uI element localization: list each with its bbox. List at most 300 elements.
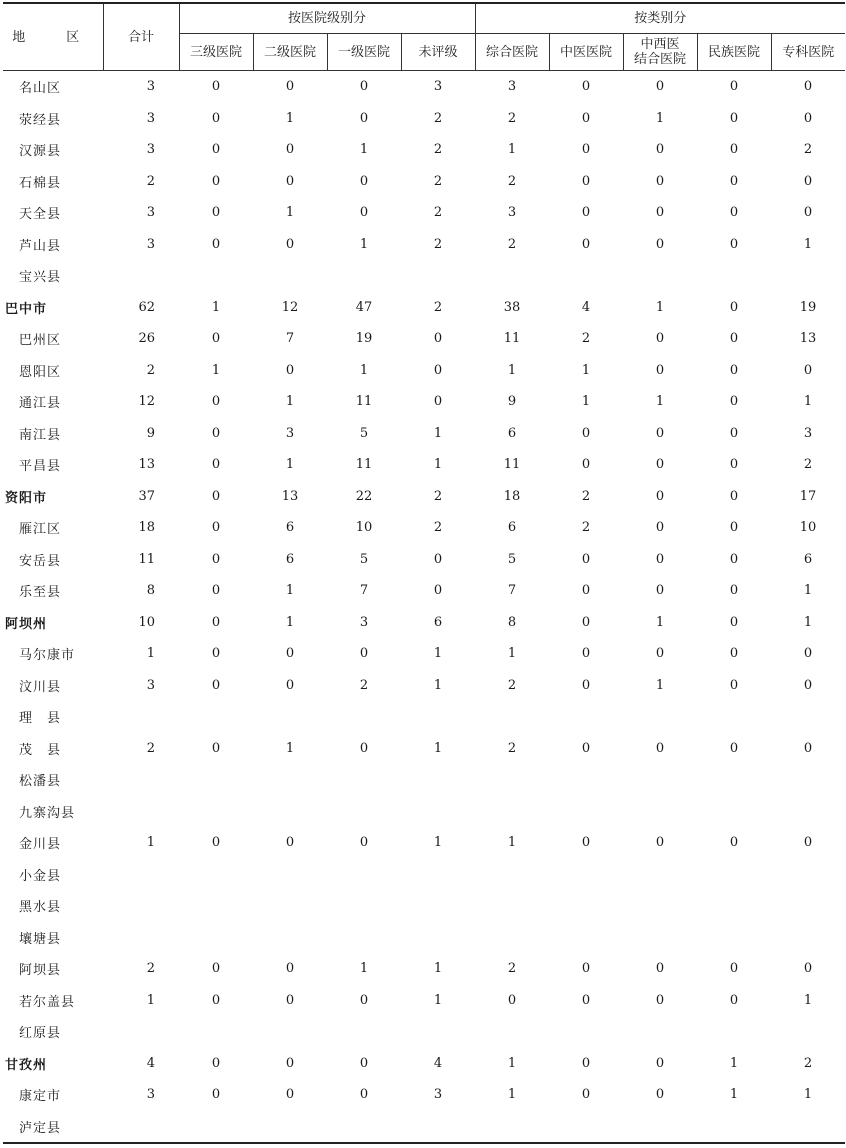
region-cell: 阿坝州 bbox=[5, 616, 48, 632]
region-cell: 宝兴县 bbox=[19, 270, 62, 286]
header-type-general: 综合医院 bbox=[475, 34, 549, 71]
cell-tertiary: 0 bbox=[211, 331, 221, 347]
cell-general: 2 bbox=[507, 110, 517, 126]
cell-integrated: 0 bbox=[655, 205, 665, 221]
region-cell: 芦山县 bbox=[19, 238, 62, 254]
cell-primary bbox=[327, 922, 401, 954]
cell-specialty: 3 bbox=[803, 425, 813, 441]
cell-secondary: 0 bbox=[285, 1055, 295, 1071]
cell-integrated: 0 bbox=[655, 740, 665, 756]
cell-total bbox=[103, 796, 179, 828]
cell-tertiary bbox=[179, 1111, 253, 1144]
cell-secondary: 7 bbox=[285, 331, 295, 347]
cell-primary: 0 bbox=[359, 205, 369, 221]
cell-secondary: 0 bbox=[285, 142, 295, 158]
cell-general: 3 bbox=[507, 79, 517, 95]
cell-integrated bbox=[623, 796, 697, 828]
region-cell: 马尔康市 bbox=[19, 648, 76, 664]
cell-specialty: 17 bbox=[799, 488, 817, 504]
cell-secondary: 0 bbox=[285, 677, 295, 693]
cell-secondary: 6 bbox=[285, 551, 295, 567]
cell-tertiary: 0 bbox=[211, 1087, 221, 1103]
header-type-tcm: 中医医院 bbox=[549, 34, 623, 71]
cell-tcm: 0 bbox=[581, 646, 591, 662]
cell-integrated bbox=[623, 701, 697, 733]
table-row bbox=[3, 134, 845, 166]
cell-general: 6 bbox=[507, 425, 517, 441]
cell-general: 5 bbox=[507, 551, 517, 567]
cell-specialty: 0 bbox=[803, 961, 813, 977]
region-cell: 康定市 bbox=[19, 1089, 62, 1105]
cell-tcm bbox=[549, 260, 623, 292]
cell-ethnic bbox=[697, 260, 771, 292]
cell-tertiary: 0 bbox=[211, 79, 221, 95]
cell-secondary: 1 bbox=[285, 394, 295, 410]
cell-integrated bbox=[623, 764, 697, 796]
cell-integrated: 0 bbox=[655, 457, 665, 473]
region-cell: 甘孜州 bbox=[5, 1057, 48, 1073]
cell-specialty: 10 bbox=[799, 520, 817, 536]
cell-total: 11 bbox=[138, 551, 155, 567]
cell-unrated: 1 bbox=[433, 425, 443, 441]
table-row bbox=[3, 922, 845, 954]
cell-total bbox=[103, 859, 179, 891]
cell-tcm bbox=[549, 922, 623, 954]
cell-total: 8 bbox=[146, 583, 155, 599]
table-row bbox=[3, 890, 845, 922]
cell-tcm: 4 bbox=[581, 299, 591, 315]
region-cell: 泸定县 bbox=[3, 1111, 103, 1144]
table-row bbox=[3, 512, 845, 544]
cell-unrated bbox=[401, 1111, 475, 1144]
region-cell: 小金县 bbox=[19, 868, 62, 884]
cell-ethnic: 0 bbox=[729, 992, 739, 1008]
cell-ethnic: 0 bbox=[729, 236, 739, 252]
cell-unrated bbox=[401, 260, 475, 292]
cell-tcm: 0 bbox=[581, 551, 591, 567]
cell-tcm bbox=[549, 859, 623, 891]
cell-ethnic: 1 bbox=[729, 1055, 739, 1071]
cell-unrated: 2 bbox=[433, 236, 443, 252]
cell-general: 1 bbox=[507, 646, 517, 662]
cell-integrated: 0 bbox=[655, 79, 665, 95]
cell-specialty bbox=[771, 859, 845, 891]
cell-primary: 5 bbox=[359, 551, 369, 567]
cell-total bbox=[103, 701, 179, 733]
cell-ethnic bbox=[697, 1016, 771, 1048]
cell-secondary bbox=[253, 701, 327, 733]
cell-tertiary bbox=[179, 701, 253, 733]
table-row bbox=[3, 953, 845, 985]
cell-general: 2 bbox=[507, 173, 517, 189]
cell-ethnic: 0 bbox=[729, 457, 739, 473]
cell-primary: 2 bbox=[359, 677, 369, 693]
hospital-statistics-table bbox=[3, 2, 845, 1144]
cell-general: 1 bbox=[507, 835, 517, 851]
cell-total: 13 bbox=[138, 457, 155, 473]
cell-secondary: 0 bbox=[285, 79, 295, 95]
cell-tcm bbox=[549, 1016, 623, 1048]
cell-specialty bbox=[771, 260, 845, 292]
cell-ethnic: 0 bbox=[729, 79, 739, 95]
cell-tcm: 0 bbox=[581, 142, 591, 158]
table-row bbox=[3, 229, 845, 261]
cell-ethnic: 0 bbox=[729, 110, 739, 126]
cell-ethnic bbox=[697, 764, 771, 796]
cell-secondary bbox=[253, 890, 327, 922]
cell-specialty: 0 bbox=[803, 362, 813, 378]
cell-primary: 0 bbox=[359, 835, 369, 851]
cell-specialty bbox=[771, 890, 845, 922]
cell-unrated: 1 bbox=[433, 457, 443, 473]
cell-primary: 0 bbox=[359, 173, 369, 189]
region-cell: 壤塘县 bbox=[19, 931, 62, 947]
region-cell: 资阳市 bbox=[5, 490, 48, 506]
cell-total bbox=[103, 764, 179, 796]
cell-total bbox=[103, 1111, 179, 1144]
cell-total: 12 bbox=[138, 394, 155, 410]
cell-unrated bbox=[401, 796, 475, 828]
cell-ethnic: 0 bbox=[729, 205, 739, 221]
cell-primary bbox=[327, 764, 401, 796]
region-cell: 九寨沟县 bbox=[19, 805, 76, 821]
cell-integrated bbox=[623, 1111, 697, 1144]
cell-tcm bbox=[549, 796, 623, 828]
cell-specialty: 1 bbox=[803, 614, 813, 630]
cell-general: 11 bbox=[503, 331, 521, 347]
cell-primary bbox=[327, 260, 401, 292]
cell-ethnic: 0 bbox=[729, 362, 739, 378]
cell-unrated: 2 bbox=[433, 173, 443, 189]
table-row bbox=[3, 670, 845, 702]
region-cell: 若尔盖县 bbox=[19, 994, 76, 1010]
cell-secondary: 0 bbox=[285, 961, 295, 977]
region-cell: 红原县 bbox=[19, 1026, 62, 1042]
header-grade-tertiary: 三级医院 bbox=[179, 34, 253, 71]
table-row-city bbox=[3, 607, 845, 639]
header-type-integrated-line2: 结合医院 bbox=[634, 52, 687, 67]
cell-general: 1 bbox=[507, 1087, 517, 1103]
cell-secondary: 1 bbox=[285, 110, 295, 126]
cell-unrated: 1 bbox=[433, 835, 443, 851]
cell-primary: 22 bbox=[355, 488, 373, 504]
cell-unrated: 0 bbox=[433, 362, 443, 378]
cell-tertiary: 0 bbox=[211, 205, 221, 221]
cell-general: 0 bbox=[507, 992, 517, 1008]
cell-general bbox=[475, 1016, 549, 1048]
cell-primary bbox=[327, 1016, 401, 1048]
cell-secondary: 0 bbox=[285, 646, 295, 662]
cell-integrated bbox=[623, 260, 697, 292]
region-cell: 茂 县 bbox=[19, 742, 62, 758]
cell-unrated bbox=[401, 890, 475, 922]
cell-primary bbox=[327, 701, 401, 733]
cell-secondary: 1 bbox=[285, 740, 295, 756]
cell-tertiary: 0 bbox=[211, 488, 221, 504]
region-cell: 汉源县 bbox=[19, 144, 62, 160]
cell-general: 8 bbox=[507, 614, 517, 630]
cell-specialty: 2 bbox=[803, 1055, 813, 1071]
cell-secondary bbox=[253, 1111, 327, 1144]
cell-integrated: 0 bbox=[655, 488, 665, 504]
cell-integrated: 0 bbox=[655, 1087, 665, 1103]
cell-primary: 10 bbox=[355, 520, 373, 536]
cell-general bbox=[475, 764, 549, 796]
cell-integrated: 0 bbox=[655, 362, 665, 378]
cell-unrated: 1 bbox=[433, 677, 443, 693]
cell-specialty: 0 bbox=[803, 835, 813, 851]
cell-specialty: 19 bbox=[799, 299, 817, 315]
cell-primary: 19 bbox=[355, 331, 373, 347]
cell-ethnic: 0 bbox=[729, 835, 739, 851]
cell-ethnic: 0 bbox=[729, 583, 739, 599]
region-cell: 乐至县 bbox=[19, 585, 62, 601]
cell-general: 1 bbox=[507, 1055, 517, 1071]
header-type-integrated-line1: 中西医 bbox=[640, 37, 680, 52]
cell-total bbox=[103, 922, 179, 954]
cell-tertiary bbox=[179, 890, 253, 922]
cell-specialty: 1 bbox=[803, 992, 813, 1008]
cell-primary: 0 bbox=[359, 740, 369, 756]
cell-tertiary bbox=[179, 859, 253, 891]
header-type-integrated bbox=[623, 34, 697, 71]
cell-specialty bbox=[771, 1111, 845, 1144]
cell-primary: 7 bbox=[359, 583, 369, 599]
cell-tertiary: 0 bbox=[211, 110, 221, 126]
cell-integrated: 0 bbox=[655, 992, 665, 1008]
cell-unrated: 0 bbox=[433, 394, 443, 410]
cell-tertiary: 0 bbox=[211, 677, 221, 693]
cell-tertiary: 0 bbox=[211, 835, 221, 851]
cell-total: 18 bbox=[138, 520, 155, 536]
cell-unrated: 1 bbox=[433, 646, 443, 662]
cell-general: 38 bbox=[503, 299, 521, 315]
table-row bbox=[3, 701, 845, 733]
cell-specialty: 0 bbox=[803, 79, 813, 95]
cell-ethnic: 0 bbox=[729, 299, 739, 315]
table-row-city bbox=[3, 292, 845, 324]
cell-integrated: 1 bbox=[655, 299, 665, 315]
cell-specialty: 0 bbox=[803, 110, 813, 126]
cell-integrated: 0 bbox=[655, 520, 665, 536]
header-grade-secondary: 二级医院 bbox=[253, 34, 327, 71]
cell-secondary bbox=[253, 859, 327, 891]
cell-specialty: 1 bbox=[803, 1087, 813, 1103]
cell-total: 9 bbox=[146, 425, 155, 441]
cell-tertiary bbox=[179, 260, 253, 292]
cell-secondary: 0 bbox=[285, 173, 295, 189]
cell-general: 2 bbox=[507, 236, 517, 252]
cell-tertiary: 0 bbox=[211, 142, 221, 158]
table-row bbox=[3, 859, 845, 891]
cell-tertiary: 1 bbox=[211, 299, 221, 315]
cell-unrated: 2 bbox=[433, 142, 443, 158]
region-cell: 黑水县 bbox=[19, 900, 62, 916]
cell-ethnic bbox=[697, 922, 771, 954]
cell-unrated: 1 bbox=[433, 992, 443, 1008]
cell-tertiary: 0 bbox=[211, 992, 221, 1008]
cell-primary: 3 bbox=[359, 614, 369, 630]
cell-integrated: 0 bbox=[655, 961, 665, 977]
cell-tcm: 0 bbox=[581, 457, 591, 473]
table-row bbox=[3, 418, 845, 450]
header-grade-primary: 一级医院 bbox=[327, 34, 401, 71]
cell-ethnic bbox=[697, 1111, 771, 1144]
cell-total bbox=[103, 1016, 179, 1048]
cell-total: 1 bbox=[146, 646, 155, 662]
cell-secondary: 12 bbox=[281, 299, 299, 315]
region-cell: 巴州区 bbox=[19, 333, 62, 349]
cell-total bbox=[103, 260, 179, 292]
cell-total: 3 bbox=[146, 205, 155, 221]
cell-specialty: 2 bbox=[803, 457, 813, 473]
cell-secondary: 3 bbox=[285, 425, 295, 441]
cell-integrated bbox=[623, 859, 697, 891]
cell-ethnic: 0 bbox=[729, 173, 739, 189]
cell-tcm: 0 bbox=[581, 205, 591, 221]
cell-unrated bbox=[401, 859, 475, 891]
cell-general bbox=[475, 260, 549, 292]
table-row bbox=[3, 638, 845, 670]
cell-ethnic: 0 bbox=[729, 646, 739, 662]
region-cell: 天全县 bbox=[19, 207, 62, 223]
cell-specialty bbox=[771, 764, 845, 796]
cell-tcm: 0 bbox=[581, 173, 591, 189]
cell-tertiary: 0 bbox=[211, 520, 221, 536]
cell-general: 2 bbox=[507, 740, 517, 756]
cell-total: 3 bbox=[146, 677, 155, 693]
cell-tcm: 0 bbox=[581, 110, 591, 126]
cell-primary: 0 bbox=[359, 110, 369, 126]
cell-ethnic: 0 bbox=[729, 394, 739, 410]
cell-total: 3 bbox=[146, 236, 155, 252]
table-row bbox=[3, 1016, 845, 1048]
cell-total: 1 bbox=[146, 992, 155, 1008]
table-row bbox=[3, 449, 845, 481]
cell-specialty: 2 bbox=[803, 142, 813, 158]
cell-integrated: 1 bbox=[655, 394, 665, 410]
cell-integrated: 0 bbox=[655, 583, 665, 599]
cell-general bbox=[475, 1111, 549, 1144]
cell-specialty: 0 bbox=[803, 173, 813, 189]
cell-specialty bbox=[771, 922, 845, 954]
cell-tcm bbox=[549, 1111, 623, 1144]
cell-total: 10 bbox=[138, 614, 155, 630]
cell-primary: 0 bbox=[359, 992, 369, 1008]
region-cell: 平昌县 bbox=[19, 459, 62, 475]
region-cell: 安岳县 bbox=[19, 553, 62, 569]
cell-total: 3 bbox=[146, 110, 155, 126]
cell-unrated: 2 bbox=[433, 299, 443, 315]
region-cell: 阿坝县 bbox=[19, 963, 62, 979]
cell-general: 7 bbox=[507, 583, 517, 599]
table-row bbox=[3, 166, 845, 198]
cell-ethnic: 0 bbox=[729, 142, 739, 158]
cell-tcm: 0 bbox=[581, 992, 591, 1008]
table-row-city bbox=[3, 481, 845, 513]
table-row bbox=[3, 985, 845, 1017]
region-cell: 通江县 bbox=[19, 396, 62, 412]
cell-integrated: 0 bbox=[655, 646, 665, 662]
cell-tcm: 0 bbox=[581, 1055, 591, 1071]
cell-primary: 11 bbox=[355, 457, 373, 473]
cell-primary: 11 bbox=[355, 394, 373, 410]
cell-unrated: 4 bbox=[433, 1055, 443, 1071]
cell-total: 1 bbox=[146, 835, 155, 851]
cell-integrated: 0 bbox=[655, 173, 665, 189]
cell-specialty: 0 bbox=[803, 677, 813, 693]
cell-unrated bbox=[401, 922, 475, 954]
cell-primary: 47 bbox=[355, 299, 373, 315]
cell-tcm: 0 bbox=[581, 583, 591, 599]
cell-primary: 0 bbox=[359, 79, 369, 95]
cell-unrated: 2 bbox=[433, 205, 443, 221]
region-cell: 名山区 bbox=[19, 81, 62, 97]
cell-specialty bbox=[771, 701, 845, 733]
cell-tcm: 0 bbox=[581, 425, 591, 441]
cell-general: 1 bbox=[507, 142, 517, 158]
cell-integrated bbox=[623, 1016, 697, 1048]
region-cell: 理 县 bbox=[19, 711, 62, 727]
cell-tertiary: 0 bbox=[211, 740, 221, 756]
cell-specialty: 1 bbox=[803, 394, 813, 410]
table-row bbox=[3, 1111, 845, 1144]
cell-ethnic bbox=[697, 701, 771, 733]
cell-primary bbox=[327, 796, 401, 828]
cell-integrated: 0 bbox=[655, 142, 665, 158]
cell-tertiary: 0 bbox=[211, 614, 221, 630]
table-row bbox=[3, 575, 845, 607]
cell-integrated: 0 bbox=[655, 1055, 665, 1071]
cell-unrated: 0 bbox=[433, 583, 443, 599]
cell-unrated: 3 bbox=[433, 79, 443, 95]
table-row bbox=[3, 1079, 845, 1111]
cell-tertiary: 0 bbox=[211, 583, 221, 599]
cell-tcm bbox=[549, 764, 623, 796]
cell-general bbox=[475, 859, 549, 891]
table-body bbox=[3, 71, 845, 1144]
header-type-ethnic: 民族医院 bbox=[697, 34, 771, 71]
cell-general: 9 bbox=[507, 394, 517, 410]
cell-secondary: 1 bbox=[285, 457, 295, 473]
table-row bbox=[3, 71, 845, 103]
cell-unrated bbox=[401, 701, 475, 733]
region-cell: 恩阳区 bbox=[19, 364, 62, 380]
cell-tcm: 0 bbox=[581, 614, 591, 630]
cell-unrated: 1 bbox=[433, 961, 443, 977]
region-cell: 南江县 bbox=[19, 427, 62, 443]
cell-specialty: 0 bbox=[803, 646, 813, 662]
cell-tertiary: 0 bbox=[211, 394, 221, 410]
table-row bbox=[3, 544, 845, 576]
region-cell: 汶川县 bbox=[19, 679, 62, 695]
cell-primary bbox=[327, 859, 401, 891]
table-row bbox=[3, 323, 845, 355]
header-grade-unrated: 未评级 bbox=[401, 34, 475, 71]
cell-total: 4 bbox=[146, 1055, 155, 1071]
cell-secondary bbox=[253, 922, 327, 954]
cell-primary: 0 bbox=[359, 646, 369, 662]
cell-integrated: 0 bbox=[655, 425, 665, 441]
cell-ethnic: 0 bbox=[729, 677, 739, 693]
region-cell: 金川县 bbox=[19, 837, 62, 853]
cell-general: 2 bbox=[507, 677, 517, 693]
cell-unrated bbox=[401, 764, 475, 796]
cell-total: 3 bbox=[146, 1087, 155, 1103]
cell-ethnic bbox=[697, 890, 771, 922]
cell-tcm: 2 bbox=[581, 520, 591, 536]
cell-secondary: 1 bbox=[285, 205, 295, 221]
